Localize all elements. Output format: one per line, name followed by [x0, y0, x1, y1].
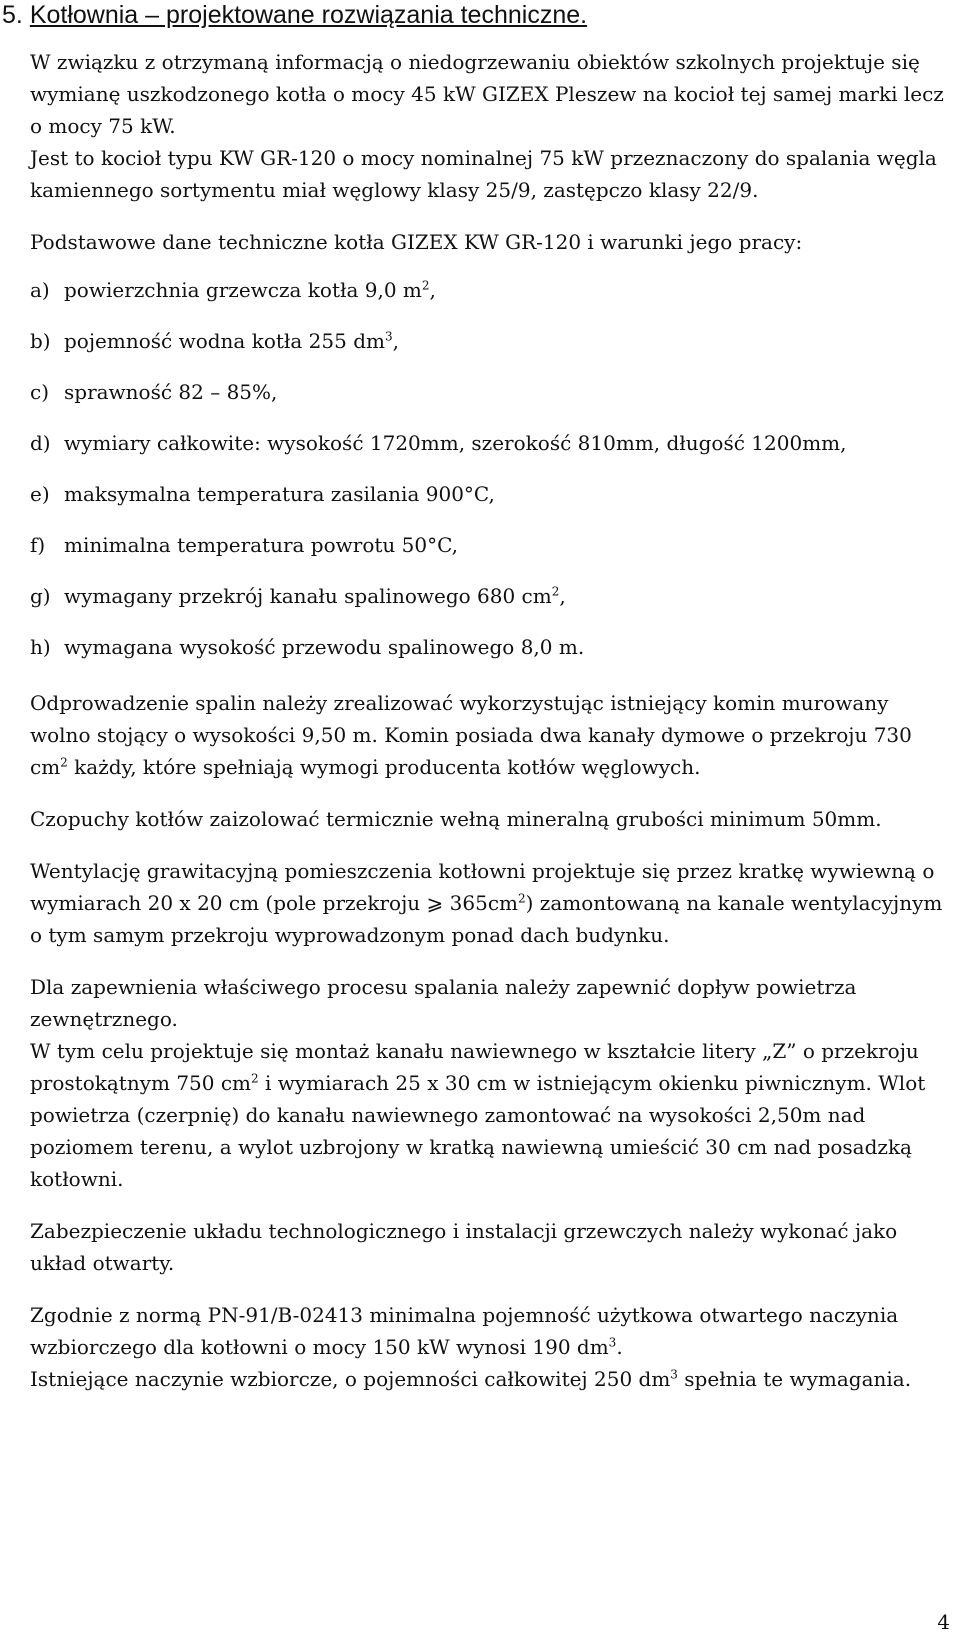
- list-item: [30, 478, 945, 510]
- list-marker: d): [30, 431, 51, 455]
- list-marker: e): [30, 482, 50, 506]
- list-marker: a): [30, 278, 50, 302]
- chimney-text-end: każdy, które spełniają wymogi producenta kotłów węglowych.: [67, 755, 701, 779]
- paragraph-technical-data-intro: Podstawowe dane techniczne kotła GIZEX KW GR-120 i warunki jego pracy:: [30, 230, 803, 254]
- spec-text: maksymalna temperatura zasilania 900°C,: [64, 482, 495, 506]
- ventilation-text-end: ) zamontowaną na kanale wentylacyjnym o tym samym przekroju wyprowadzonym ponad dach budynku.: [30, 891, 943, 947]
- list-item: [30, 580, 945, 612]
- ventilation-text: Wentylację grawitacyjną pomieszczenia kotłowni projektuje się przez kratkę wywiewną o wymiarach 20 x 20 cm (pole przekroju ⩾ 365cm: [30, 859, 935, 915]
- paragraph-chimney: [30, 687, 945, 783]
- spec-punctuation: ,: [429, 278, 436, 302]
- list-marker: f): [30, 533, 46, 557]
- superscript: 2: [60, 755, 68, 770]
- list-item: [30, 274, 945, 306]
- spec-text: minimalna temperatura powrotu 50°C,: [64, 533, 459, 557]
- spec-text: wymagany przekrój kanału spalinowego 680 cm: [64, 584, 552, 608]
- list-marker: h): [30, 635, 51, 659]
- existing-vessel-text-end: spełnia te wymagania.: [677, 1367, 912, 1391]
- paragraph-boiler-type: Jest to kocioł typu KW GR-120 o mocy nominalnej 75 kW przeznaczony do spalania węgla kamiennego sortymentu miał węglowy klasy 25/9, zastępczo klasy 22/9.: [30, 146, 937, 202]
- paragraph-air-supply: [30, 1035, 945, 1195]
- spec-text: pojemność wodna kotła 255 dm: [64, 329, 385, 353]
- list-marker: b): [30, 329, 51, 353]
- spec-punctuation: ,: [392, 329, 399, 353]
- superscript: 2: [518, 891, 526, 906]
- list-marker: c): [30, 380, 50, 404]
- superscript: 3: [608, 1335, 617, 1350]
- superscript: 2: [251, 1071, 259, 1086]
- paragraph-ventilation: [30, 855, 945, 951]
- expansion-punctuation: .: [616, 1335, 623, 1359]
- paragraph-protection: Zabezpieczenie układu technologicznego i instalacji grzewczych należy wykonać jako układ otwarty.: [30, 1219, 898, 1275]
- spec-punctuation: ,: [559, 584, 566, 608]
- paragraph-insulation: Czopuchy kotłów zaizolować termicznie wełną mineralną grubości minimum 50mm.: [30, 807, 882, 831]
- existing-vessel-text: Istniejące naczynie wzbiorcze, o pojemności całkowitej 250 dm: [30, 1367, 671, 1391]
- superscript: 3: [384, 329, 393, 344]
- expansion-text: Zgodnie z normą PN-91/B-02413 minimalna pojemność użytkowa otwartego naczynia wzbiorczego dla kotłowni o mocy 150 kW wynosi 190 dm: [30, 1303, 899, 1359]
- spec-text: sprawność 82 – 85%,: [64, 380, 278, 404]
- superscript: 3: [670, 1367, 678, 1382]
- list-item: [30, 631, 945, 663]
- superscript: 2: [551, 584, 560, 599]
- section-heading: [2, 0, 587, 30]
- list-item: [30, 376, 945, 408]
- spec-text: wymagana wysokość przewodu spalinowego 8,0 m.: [64, 635, 585, 659]
- section-title: Kotłownia – projektowane rozwiązania techniczne.: [29, 1, 588, 29]
- section-number: 5.: [2, 1, 23, 29]
- air-supply-text-end: i wymiarach 25 x 30 cm w istniejącym okienku piwnicznym. Wlot powietrza (czerpnię) do kanału nawiewnego zamontować na wysokości 2,50m nad poziomem terenu, a wylot uzbrojony w kratką nawiewną umieścić 30 cm nad posadzką kotłowni.: [30, 1071, 926, 1191]
- chimney-text: Odprowadzenie spalin należy zrealizować wykorzystując istniejący komin murowany wolno stojący o wysokości 9,50 m. Komin posiada dwa kanały dymowe o przekroju 730 cm: [30, 691, 912, 779]
- list-item: [30, 427, 945, 459]
- paragraph-air-supply-intro: Dla zapewnienia właściwego procesu spalania należy zapewnić dopływ powietrza zewnętrznego.: [30, 975, 857, 1031]
- superscript: 2: [421, 278, 430, 293]
- air-supply-text: W tym celu projektuje się montaż kanału nawiewnego w kształcie litery „Z” o przekroju prostokątnym 750 cm: [30, 1039, 919, 1095]
- technical-specs-list: [30, 274, 945, 663]
- list-item: [30, 325, 945, 357]
- paragraph-expansion-vessel: [30, 1299, 945, 1363]
- spec-text: powierzchnia grzewcza kotła 9,0 m: [64, 278, 422, 302]
- paragraph-boiler-replacement: W związku z otrzymaną informacją o niedogrzewaniu obiektów szkolnych projektuje się wymianę uszkodzonego kotła o mocy 45 kW GIZEX Pleszew na kocioł tej samej marki lecz o mocy 75 kW.: [30, 50, 944, 138]
- page-number: 4: [937, 1610, 950, 1634]
- spec-text: wymiary całkowite: wysokość 1720mm, szerokość 810mm, długość 1200mm,: [64, 431, 847, 455]
- list-marker: g): [30, 584, 51, 608]
- document-body: [30, 46, 945, 1395]
- paragraph-existing-vessel: [30, 1363, 945, 1395]
- list-item: [30, 529, 945, 561]
